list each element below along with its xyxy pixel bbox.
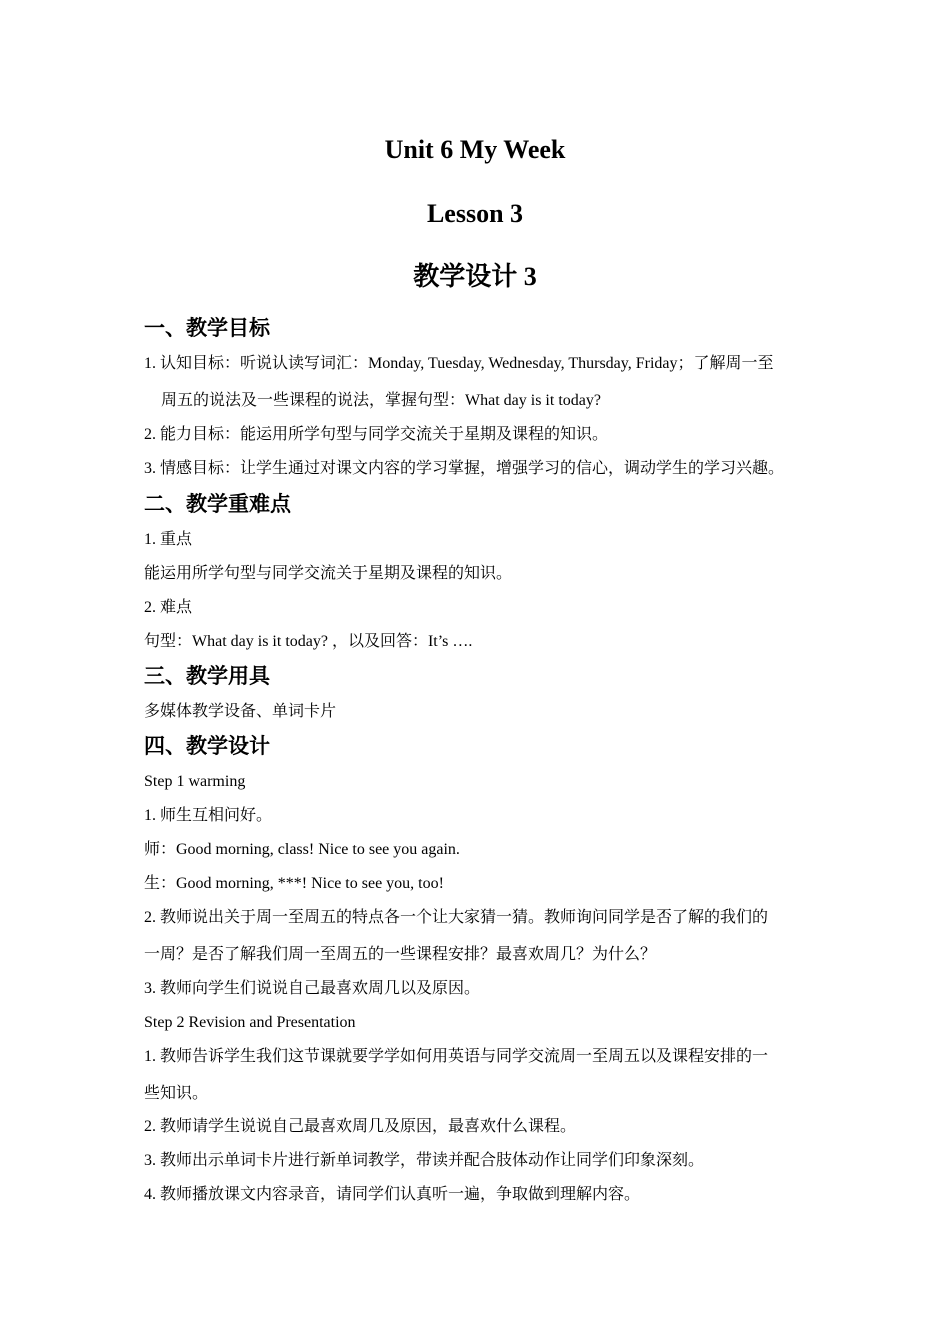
unit-title: Unit 6 My Week bbox=[384, 135, 566, 164]
difficulty-label: 2. 难点 bbox=[144, 599, 193, 616]
step1-item2-line2: 一周？是否了解我们周一至周五的一些课程安排？最喜欢周几？为什么？ bbox=[144, 946, 657, 963]
section-heading-design: 四、教学设计 bbox=[144, 734, 270, 758]
step1-item1: 1. 师生互相问好。 bbox=[144, 807, 273, 824]
step1-heading: Step 1 warming bbox=[144, 773, 246, 790]
section-heading-key-points: 二、教学重难点 bbox=[144, 492, 291, 516]
step1-item3: 3. 教师向学生们说说自己最喜欢周几以及原因。 bbox=[144, 980, 481, 997]
step2-item1-line2: 些知识。 bbox=[144, 1085, 209, 1102]
lesson-title: Lesson 3 bbox=[426, 199, 524, 228]
step2-item4: 4. 教师播放课文内容录音，请同学们认真听一遍，争取做到理解内容。 bbox=[144, 1186, 641, 1203]
dialogue-student: 生：Good morning, ***! Nice to see you, too! bbox=[144, 875, 444, 892]
objective-emotion: 3. 情感目标：让学生通过对课文内容的学习掌握，增强学习的信心，调动学生的学习兴趣。 bbox=[144, 460, 785, 477]
difficulty-text: 句型：What day is it today? ，以及回答：It’s …. bbox=[144, 633, 473, 650]
design-title: 教学设计 3 bbox=[413, 262, 537, 291]
objective-cognitive-line2: 周五的说法及一些课程的说法，掌握句型：What day is it today? bbox=[161, 392, 601, 409]
dialogue-teacher: 师：Good morning, class! Nice to see you again. bbox=[144, 841, 460, 858]
step2-item1-line1: 1. 教师告诉学生我们这节课就要学学如何用英语与同学交流周一至周五以及课程安排的一 bbox=[144, 1048, 769, 1065]
objective-cognitive-line1: 1. 认知目标：听说认读写词汇：Monday, Tuesday, Wednesday, Thursday, Friday；了解周一至 bbox=[144, 355, 774, 372]
step2-heading: Step 2 Revision and Presentation bbox=[144, 1014, 356, 1031]
section-heading-objectives: 一、教学目标 bbox=[144, 316, 270, 340]
section-heading-materials: 三、教学用具 bbox=[144, 664, 270, 688]
step1-item2-line1: 2. 教师说出关于周一至周五的特点各一个让大家猜一猜。教师询问同学是否了解的我们的 bbox=[144, 909, 769, 926]
objective-ability: 2. 能力目标：能运用所学句型与同学交流关于星期及课程的知识。 bbox=[144, 426, 609, 443]
materials-text: 多媒体教学设备、单词卡片 bbox=[144, 703, 337, 720]
step2-item2: 2. 教师请学生说说自己最喜欢周几及原因，最喜欢什么课程。 bbox=[144, 1118, 577, 1135]
key-point-label: 1. 重点 bbox=[144, 531, 193, 548]
key-point-text: 能运用所学句型与同学交流关于星期及课程的知识。 bbox=[144, 565, 513, 582]
step2-item3: 3. 教师出示单词卡片进行新单词教学，带读并配合肢体动作让同学们印象深刻。 bbox=[144, 1152, 705, 1169]
